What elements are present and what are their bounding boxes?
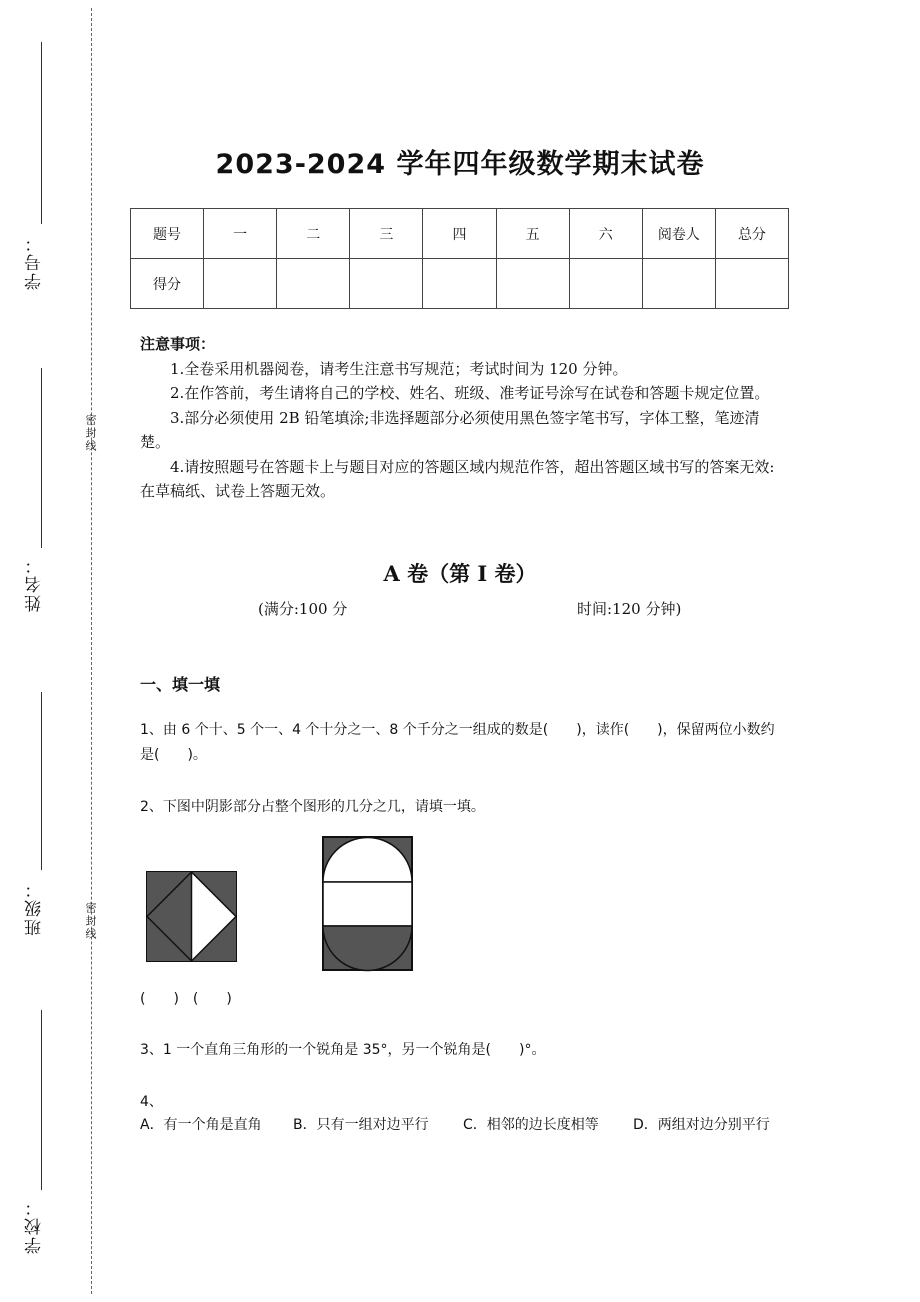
header-cell: 六 [569,209,642,259]
score-cell[interactable] [569,259,642,309]
seal-text-top: 密封线 [84,414,97,453]
notice-item: 1.全卷采用机器阅卷，请考生注意书写规范；考试时间为 120 分钟。 [170,359,628,378]
question-3: 3、1 一个直角三角形的一个锐角是 35°，另一个锐角是( )°。 [140,1042,546,1058]
header-cell: 二 [277,209,350,259]
student-id-label: 学号： [25,233,45,291]
score-cell[interactable] [350,259,423,309]
header-cell: 题号 [131,209,204,259]
question-4-option-b[interactable]: B．只有一组对边平行 [293,1117,429,1133]
notice-heading: 注意事项： [140,335,216,353]
name-label: 姓名： [25,555,45,613]
question-4-option-d[interactable]: D．两组对边分别平行 [633,1117,770,1133]
header-cell: 四 [423,209,496,259]
question-2-answers: ( ) ( ) [140,991,232,1007]
score-cell[interactable] [642,259,715,309]
score-cell[interactable] [715,259,788,309]
section-title: A 卷（第 I 卷） [383,561,537,586]
notice-item: 3.部分必须使用 2B 铅笔填涂;非选择题部分必须使用黑色签字笔书写，字体工整，笔迹清楚。 [140,408,760,451]
score-row-label: 得分 [131,259,204,309]
header-cell: 一 [204,209,277,259]
part-title: 一、填一填 [140,675,221,694]
shaded-rectangle-figure [322,836,414,972]
student-id-line [41,42,42,224]
notice-section [140,332,785,504]
header-cell: 总分 [715,209,788,259]
header-cell: 五 [496,209,569,259]
header-cell: 三 [350,209,423,259]
notice-item: 4.请按照题号在答题卡上与题目对应的答题区域内规范作答，超出答题区域书写的答案无效:在草稿纸、试卷上答题无效。 [140,457,775,500]
name-line [41,368,42,548]
question-4-option-a[interactable]: A．有一个角是直角 [140,1117,262,1133]
score-cell[interactable] [277,259,350,309]
score-table [130,208,789,309]
school-line [41,1010,42,1190]
seal-text-bottom: 密封线 [84,902,97,941]
score-table-header-row [131,209,789,259]
notice-item: 2.在作答前，考生请将自己的学校、姓名、班级、准考证号涂写在试卷和答题卡规定位置。 [170,384,770,402]
question-4-option-c[interactable]: C．相邻的边长度相等 [463,1117,599,1133]
binding-dashed-line [91,8,92,1294]
exam-title: 2023-2024 学年四年级数学期末试卷 [215,149,705,180]
question-4: 4、 [140,1094,163,1110]
score-cell[interactable] [204,259,277,309]
score-cell[interactable] [496,259,569,309]
exam-time: 时间:120 分钟) [577,600,682,618]
school-label: 学校： [25,1197,45,1255]
class-line [41,692,42,870]
full-score: (满分:100 分 [258,600,348,618]
score-table-score-row [131,259,789,309]
question-1: 1、由 6 个十、5 个一、4 个十分之一、8 个千分之一组成的数是( )，读作( )，保留两位小数约是( )。 [140,722,775,763]
shaded-square-figure [146,871,238,963]
header-cell: 阅卷人 [642,209,715,259]
class-label: 班级： [25,879,45,937]
question-2: 2、下图中阴影部分占整个图形的几分之几，请填一填。 [140,799,485,815]
score-cell[interactable] [423,259,496,309]
